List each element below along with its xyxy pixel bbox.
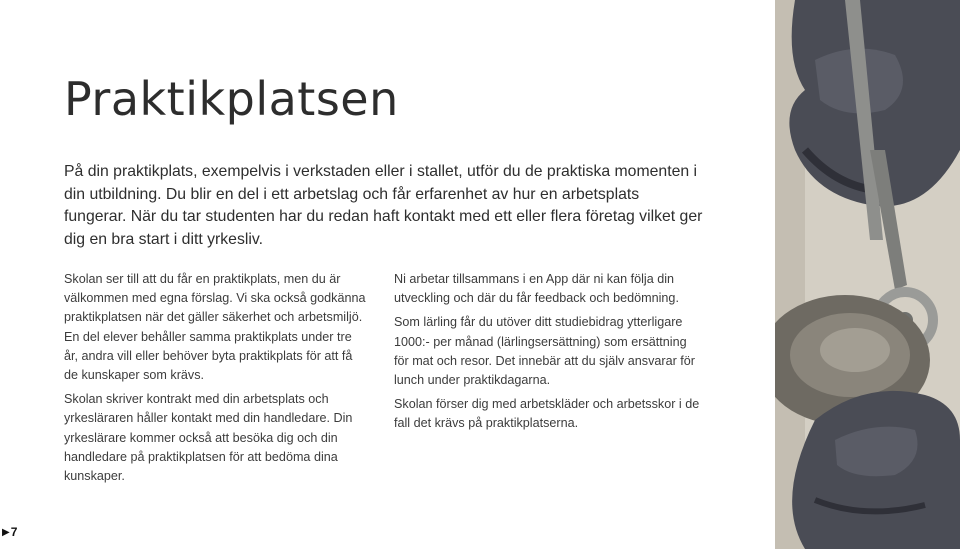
left-column	[64, 270, 368, 491]
right-column	[394, 270, 704, 439]
farrier-illustration	[775, 0, 960, 549]
hoof-frog	[820, 328, 890, 372]
triangle-right-icon: ▶	[2, 526, 10, 538]
intro-paragraph: På din praktikplats, exempelvis i verkstaden eller i stallet, utför du de praktiska momenten i din utbildning. Du blir en del i ett arbetslag och får erfarenhet av hur en arbetsplats fungerar. När du tar studenten har du redan haft kontakt med ett eller flera företag vilket ger dig en bra start i ditt yrkesliv.	[64, 163, 703, 248]
right-paragraph-3: Skolan förser dig med arbetskläder och arbetsskor i de fall det krävs på praktikplatserna.	[394, 397, 700, 431]
right-paragraph-2: Som lärling får du utöver ditt studiebidrag ytterligare 1000:- per månad (lärlingsersättning) som ersättning för mat och resor. Det innebär att du själv ansvarar för lunch under praktikdagarna.	[394, 315, 695, 388]
page-title: Praktikplatsen	[64, 72, 399, 126]
left-paragraph-1: Skolan ser till att du får en praktikplats, men du är välkommen med egna förslag. Vi ska också godkänna praktikplatsen när det gäller säkerhet och arbetsmiljö. En del elever behåller samma praktikplats under tre år, andra vill eller behöver byta praktikplats för att få de kunskaper som krävs.	[64, 272, 366, 383]
left-paragraph-2: Skolan skriver kontrakt med din arbetsplats och yrkesläraren håller kontakt med din handledare. Din yrkeslärare kommer också att besöka dig och din handledare på praktikplatsen för att bedöma dina kunskaper.	[64, 392, 353, 484]
page-number	[2, 525, 17, 539]
farrier-photo	[775, 0, 960, 549]
right-paragraph-1: Ni arbetar tillsammans i en App där ni kan följa din utveckling och där du får feedback och bedömning.	[394, 272, 679, 306]
page-number-value: 7	[10, 525, 18, 539]
